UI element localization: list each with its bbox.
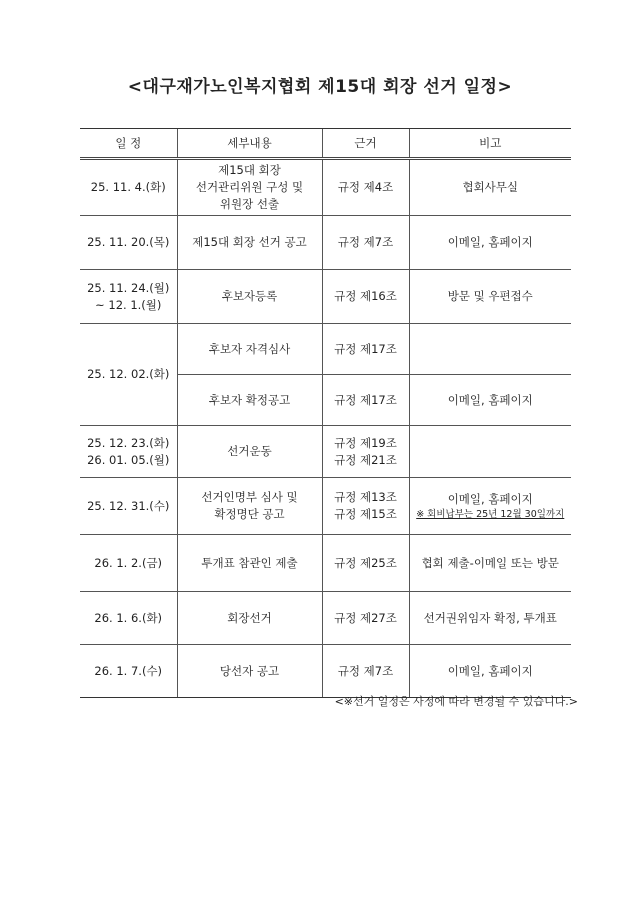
detail-cell: 후보자 자격심사	[177, 324, 322, 375]
date-cell: 25. 11. 20.(목)	[80, 216, 177, 270]
table-row	[80, 478, 571, 535]
note-cell: 협회 제출-이메일 또는 방문	[409, 535, 571, 592]
election-schedule-table	[80, 128, 571, 698]
basis-cell: 규정 제4조	[322, 159, 409, 216]
table-row	[80, 645, 571, 698]
table-row	[80, 159, 571, 216]
basis-cell: 규정 제17조	[322, 375, 409, 426]
detail-cell: 후보자 확정공고	[177, 375, 322, 426]
note-cell: 이메일, 홈페이지	[409, 645, 571, 698]
detail-cell: 선거인명부 심사 및 확정명단 공고	[177, 478, 322, 535]
detail-cell: 제15대 회장 선거관리위원 구성 및 위원장 선출	[177, 159, 322, 216]
detail-cell: 투개표 참관인 제출	[177, 535, 322, 592]
basis-cell: 규정 제13조 규정 제15조	[322, 478, 409, 535]
basis-cell: 규정 제7조	[322, 216, 409, 270]
note-cell: 이메일, 홈페이지	[409, 375, 571, 426]
basis-cell: 규정 제27조	[322, 592, 409, 645]
table-row	[80, 270, 571, 324]
detail-cell: 회장선거	[177, 592, 322, 645]
table-row	[80, 592, 571, 645]
table-header-row	[80, 129, 571, 159]
note-cell	[409, 324, 571, 375]
table-row	[80, 426, 571, 478]
date-cell: 25. 12. 23.(화) 26. 01. 05.(월)	[80, 426, 177, 478]
header-detail: 세부내용	[177, 129, 322, 159]
date-cell: 26. 1. 6.(화)	[80, 592, 177, 645]
date-cell: 26. 1. 7.(수)	[80, 645, 177, 698]
note-cell: 방문 및 우편접수	[409, 270, 571, 324]
basis-cell: 규정 제19조 규정 제21조	[322, 426, 409, 478]
dues-deadline-note: ※ 회비납부는 25년 12월 30일까지	[416, 508, 565, 520]
document-title: <대구재가노인복지협회 제15대 회장 선거 일정>	[127, 77, 513, 97]
schedule-change-notice: <※선거 일정은 사정에 따라 변경될 수 있습니다.>	[334, 695, 578, 708]
date-cell: 25. 11. 4.(화)	[80, 159, 177, 216]
date-cell: 25. 12. 31.(수)	[80, 478, 177, 535]
header-basis: 근거	[322, 129, 409, 159]
table-row	[80, 535, 571, 592]
table-row	[80, 324, 571, 375]
basis-cell: 규정 제25조	[322, 535, 409, 592]
note-cell: 선거권위임자 확정, 투개표	[409, 592, 571, 645]
date-cell: 26. 1. 2.(금)	[80, 535, 177, 592]
date-cell: 25. 12. 02.(화)	[80, 324, 177, 426]
detail-cell: 당선자 공고	[177, 645, 322, 698]
note-cell	[409, 426, 571, 478]
detail-cell: 제15대 회장 선거 공고	[177, 216, 322, 270]
detail-cell: 선거운동	[177, 426, 322, 478]
basis-cell: 규정 제16조	[322, 270, 409, 324]
detail-cell: 후보자등록	[177, 270, 322, 324]
header-date: 일 정	[80, 129, 177, 159]
header-note: 비고	[409, 129, 571, 159]
basis-cell: 규정 제17조	[322, 324, 409, 375]
note-cell: 이메일, 홈페이지	[409, 216, 571, 270]
basis-cell: 규정 제7조	[322, 645, 409, 698]
table-row	[80, 216, 571, 270]
note-cell: 이메일, 홈페이지 ※ 회비납부는 25년 12월 30일까지	[409, 478, 571, 535]
note-cell: 협회사무실	[409, 159, 571, 216]
date-cell: 25. 11. 24.(월) ~ 12. 1.(월)	[80, 270, 177, 324]
